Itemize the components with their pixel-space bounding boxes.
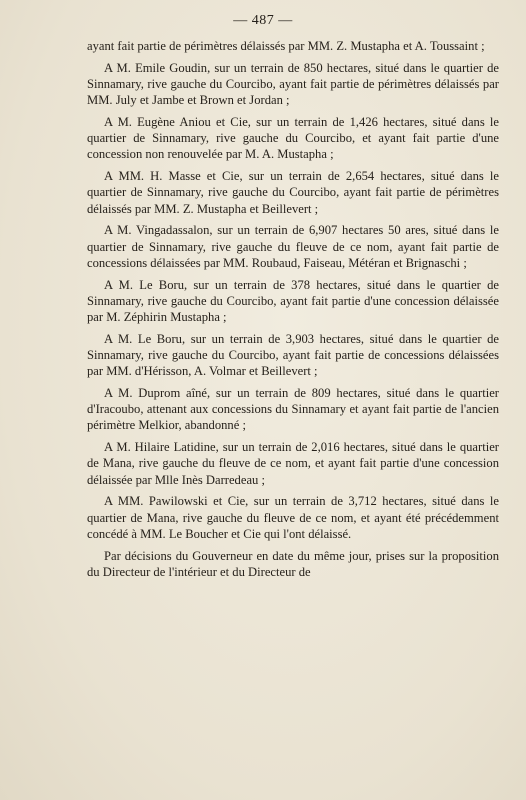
paragraph-le-boru-grant-1: A M. Le Boru, sur un terrain de 378 hectares, situé dans le quartier de Sinnamary, rive gauche du Courcibo, ayant fait partie d'une concession délaissée par M. Zéphirin Mustapha ;: [87, 277, 499, 325]
body-text: [87, 38, 499, 580]
paragraph-pawilowski-grant: A MM. Pawilowski et Cie, sur un terrain de 3,712 hectares, situé dans le quartier de Mana, rive gauche du fleuve de ce nom, et ayant été précédemment concédé à MM. Le Boucher et Cie qui l'ont délaissé.: [87, 494, 499, 541]
paragraph-latidine-grant: A M. Hilaire Latidine, sur un terrain de 2,016 hectares, situé dans le quartier de Mana, rive gauche du fleuve de ce nom, et ayant fait partie d'une concession délaissée par Mlle Inès Darredeau ;: [87, 440, 499, 487]
page-number: — 487 —: [233, 13, 293, 28]
paragraph-decisions: Par décisions du Gouverneur en date du même jour, prises sur la proposition du Directeur de l'intérieur et du Directeur de: [87, 548, 499, 579]
paragraph-goudin-grant: A M. Emile Goudin, sur un terrain de 850 hectares, situé dans le quartier de Sinnamary, rive gauche du Courcibo, ayant fait partie de périmètres délaissés par MM. July et Jambe et Brown et Jordan ;: [87, 60, 499, 108]
paragraph-duprom-grant: A M. Duprom aîné, sur un terrain de 809 hectares, situé dans le quartier d'Iracoubo, attenant aux concessions du Sinnamary et ayant fait partie de l'ancien périmètre Melkior, abandonné ;: [87, 386, 499, 433]
paragraph-continuation: ayant fait partie de périmètres délaissés par MM. Z. Mustapha et A. Toussaint ;: [87, 39, 485, 53]
paragraph-le-boru-grant-2: A M. Le Boru, sur un terrain de 3,903 hectares, situé dans le quartier de Sinnamary, rive gauche du Courcibo, ayant fait partie de concessions délaissées par MM. d'Hérisson, A. Volmar et Beillevert ;: [87, 331, 499, 379]
paragraph-masse-grant: A MM. H. Masse et Cie, sur un terrain de 2,654 hectares, situé dans le quartier de Sinnamary, rive gauche du Courcibo, ayant fait partie de périmètres délaissés par MM. Z. Mustapha et Beillevert ;: [87, 169, 499, 216]
paragraph-vingadassalon-grant: A M. Vingadassalon, sur un terrain de 6,907 hectares 50 ares, situé dans le quartier de Sinnamary, rive gauche du fleuve de ce nom, ayant fait partie de concessions délaissées par MM. Roubaud, Faiseau, Météran et Brignaschi ;: [87, 223, 499, 270]
paragraph-aniou-grant: A M. Eugène Aniou et Cie, sur un terrain de 1,426 hectares, situé dans le quartier de Sinnamary, rive gauche du Courcibo, et ayant fait partie d'une concession non renouvelée par M. A. Mustapha ;: [87, 115, 499, 162]
